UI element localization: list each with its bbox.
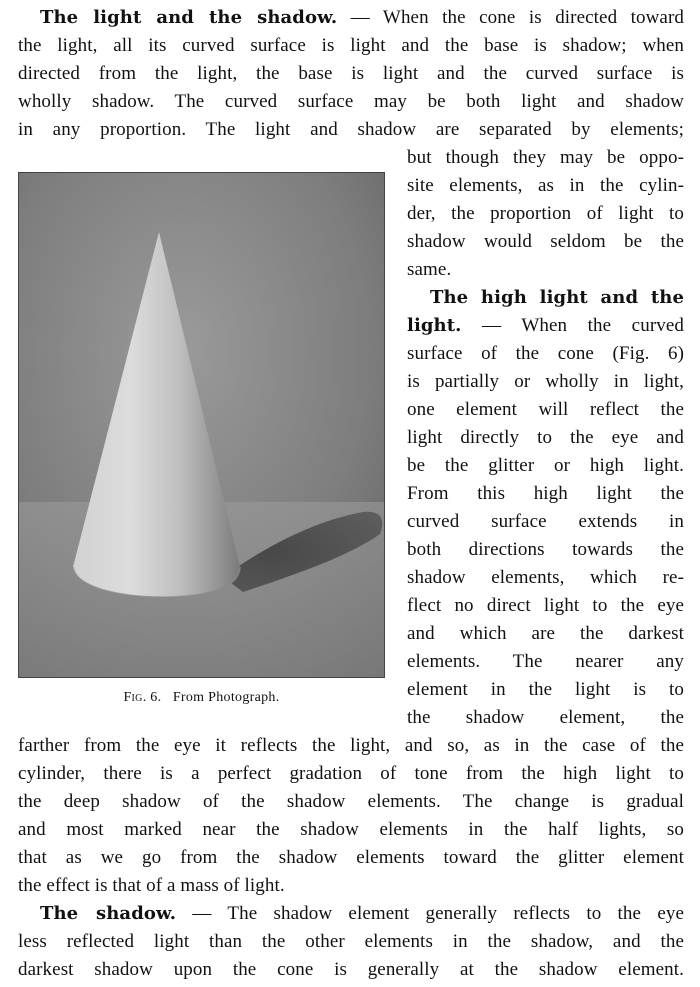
paragraph-line: wholly shadow. The curved surface may be both light and shadow xyxy=(18,91,684,112)
paragraph-line: surface of the cone (Fig. 6) xyxy=(407,343,684,364)
paragraph-line: curved surface extends in xyxy=(407,511,684,532)
paragraph-line: the light, all its curved surface is light and the base is shadow; when xyxy=(18,35,684,56)
paragraph-line: elements. The nearer any xyxy=(407,651,684,672)
paragraph-line: element in the light is to xyxy=(407,679,684,700)
section-heading: The light and the shadow. xyxy=(40,7,338,28)
line-text: — When the curved xyxy=(482,315,684,336)
paragraph-line: flect no direct light to the eye xyxy=(407,595,684,616)
paragraph-line xyxy=(40,900,684,928)
paragraph-line: but though they may be oppo- xyxy=(407,147,684,168)
paragraph-line xyxy=(40,4,684,32)
paragraph-line: same. xyxy=(407,259,452,280)
paragraph-line: darkest shadow upon the cone is generally at the shadow element. xyxy=(18,959,684,980)
paragraph-line: From this high light the xyxy=(407,483,684,504)
figure-caption xyxy=(18,690,385,706)
paragraph-line: directed from the light, the base is light and the curved surface is xyxy=(18,63,684,84)
section-heading: light. xyxy=(407,315,462,336)
paragraph-line: light directly to the eye and xyxy=(407,427,684,448)
cone-photograph xyxy=(18,172,385,678)
paragraph-line: one element will reflect the xyxy=(407,399,684,420)
paragraph-line: cylinder, there is a perfect gradation of tone from the high light to xyxy=(18,763,684,784)
paragraph-line: the effect is that of a mass of light. xyxy=(18,875,285,896)
paragraph-line xyxy=(407,312,684,340)
paragraph-line: and most marked near the shadow elements in the half lights, so xyxy=(18,819,684,840)
paragraph-line: and which are the darkest xyxy=(407,623,684,644)
section-heading: The high light and the xyxy=(430,287,684,308)
paragraph-line: shadow elements, which re- xyxy=(407,567,684,588)
line-text: — The shadow element generally reflects to the eye xyxy=(192,903,684,924)
paragraph-line: der, the proportion of light to xyxy=(407,203,684,224)
paragraph-line: farther from the eye it reflects the light, and so, as in the case of the xyxy=(18,735,684,756)
figure-label: Fig. 6. xyxy=(123,690,162,705)
paragraph-line: site elements, as in the cylin- xyxy=(407,175,684,196)
paragraph-line: less reflected light than the other elements in the shadow, and the xyxy=(18,931,684,952)
paragraph-line: both directions towards the xyxy=(407,539,684,560)
line-text: — When the cone is directed toward xyxy=(350,7,684,28)
paragraph-line: the deep shadow of the shadow elements. The change is gradual xyxy=(18,791,684,812)
section-heading: The shadow. xyxy=(40,903,177,924)
paragraph-line: in any proportion. The light and shadow are separated by elements; xyxy=(18,119,684,140)
paragraph-line: the shadow element, the xyxy=(407,707,684,728)
paragraph-line: be the glitter or high light. xyxy=(407,455,684,476)
paragraph-line: shadow would seldom be the xyxy=(407,231,684,252)
paragraph-line: that as we go from the shadow elements toward the glitter element xyxy=(18,847,684,868)
figure-caption-text: From Photograph. xyxy=(172,690,280,705)
paragraph-line: is partially or wholly in light, xyxy=(407,371,684,392)
